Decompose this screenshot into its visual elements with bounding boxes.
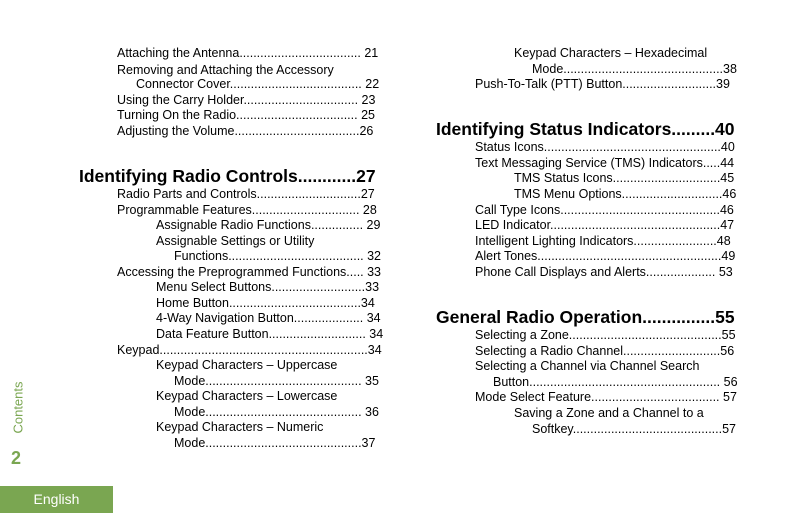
toc-entry[interactable]: Alert Tones.....................................................49: [475, 249, 736, 263]
toc-section-heading[interactable]: General Radio Operation...............55: [436, 307, 735, 327]
toc-entry[interactable]: Using the Carry Holder................................. 23: [117, 93, 376, 107]
toc-entry[interactable]: Radio Parts and Controls..............................27: [117, 187, 375, 201]
toc-entry[interactable]: Data Feature Button............................ 34: [156, 327, 384, 341]
toc-entry[interactable]: Home Button......................................34: [156, 296, 375, 310]
toc-entry[interactable]: Mode.............................................37: [174, 436, 376, 450]
toc-entry[interactable]: Keypad............................................................34: [117, 343, 382, 357]
language-tab: English: [0, 486, 113, 513]
toc-entry[interactable]: Softkey...........................................57: [532, 422, 736, 436]
toc-entry[interactable]: 4-Way Navigation Button.................... 34: [156, 311, 381, 325]
toc-entry[interactable]: Adjusting the Volume....................................26: [117, 124, 374, 138]
toc-entry[interactable]: Mode..............................................38: [532, 62, 737, 76]
toc-entry[interactable]: LED Indicator.................................................47: [475, 218, 735, 232]
toc-section-heading[interactable]: Identifying Radio Controls............27: [79, 166, 376, 186]
toc-entry[interactable]: Attaching the Antenna................................... 21: [117, 46, 379, 60]
toc-entry[interactable]: Status Icons...................................................40: [475, 140, 735, 154]
toc-entry[interactable]: Keypad Characters – Numeric: [156, 420, 324, 434]
page-number: 2: [11, 448, 22, 468]
toc-entry[interactable]: Selecting a Zone............................................55: [475, 328, 736, 342]
toc-entry[interactable]: Functions....................................... 32: [174, 249, 382, 263]
toc-entry[interactable]: Text Messaging Service (TMS) Indicators.....44: [475, 156, 735, 170]
toc-entry[interactable]: Connector Cover...................................... 22: [136, 77, 380, 91]
toc-entry[interactable]: Mode............................................. 36: [174, 405, 379, 419]
toc-entry[interactable]: Keypad Characters – Lowercase: [156, 389, 338, 403]
toc-entry[interactable]: Mode............................................. 35: [174, 374, 379, 388]
toc-entry[interactable]: Programmable Features............................... 28: [117, 203, 377, 217]
toc-entry[interactable]: Keypad Characters – Uppercase: [156, 358, 338, 372]
toc-entry[interactable]: Removing and Attaching the Accessory: [117, 63, 334, 77]
section-label: Contents: [10, 381, 26, 434]
toc-entry[interactable]: Button....................................................... 56: [493, 375, 738, 389]
toc-entry[interactable]: Mode Select Feature..................................... 57: [475, 390, 737, 404]
toc-entry[interactable]: Accessing the Preprogrammed Functions..... 33: [117, 265, 382, 279]
toc-entry[interactable]: Call Type Icons..............................................46: [475, 203, 734, 217]
toc-entry[interactable]: Assignable Settings or Utility: [156, 234, 315, 248]
toc-entry[interactable]: Assignable Radio Functions............... 29: [156, 218, 381, 232]
toc-entry[interactable]: Keypad Characters – Hexadecimal: [514, 46, 708, 60]
toc-entry[interactable]: Menu Select Buttons...........................33: [156, 280, 380, 294]
toc-entry[interactable]: Push-To-Talk (PTT) Button...........................39: [475, 77, 730, 91]
toc-entry[interactable]: Intelligent Lighting Indicators........................48: [475, 234, 731, 248]
toc-entry[interactable]: Phone Call Displays and Alerts.................... 53: [475, 265, 733, 279]
toc-entry[interactable]: Turning On the Radio................................... 25: [117, 108, 375, 122]
toc-section-heading[interactable]: Identifying Status Indicators.........40: [436, 119, 735, 139]
toc-entry[interactable]: Selecting a Channel via Channel Search: [475, 359, 700, 373]
toc-entry[interactable]: Saving a Zone and a Channel to a: [514, 406, 704, 420]
toc-entry[interactable]: TMS Status Icons...............................45: [514, 171, 735, 185]
toc-entry[interactable]: TMS Menu Options.............................46: [514, 187, 737, 201]
toc-entry[interactable]: Selecting a Radio Channel............................56: [475, 344, 735, 358]
